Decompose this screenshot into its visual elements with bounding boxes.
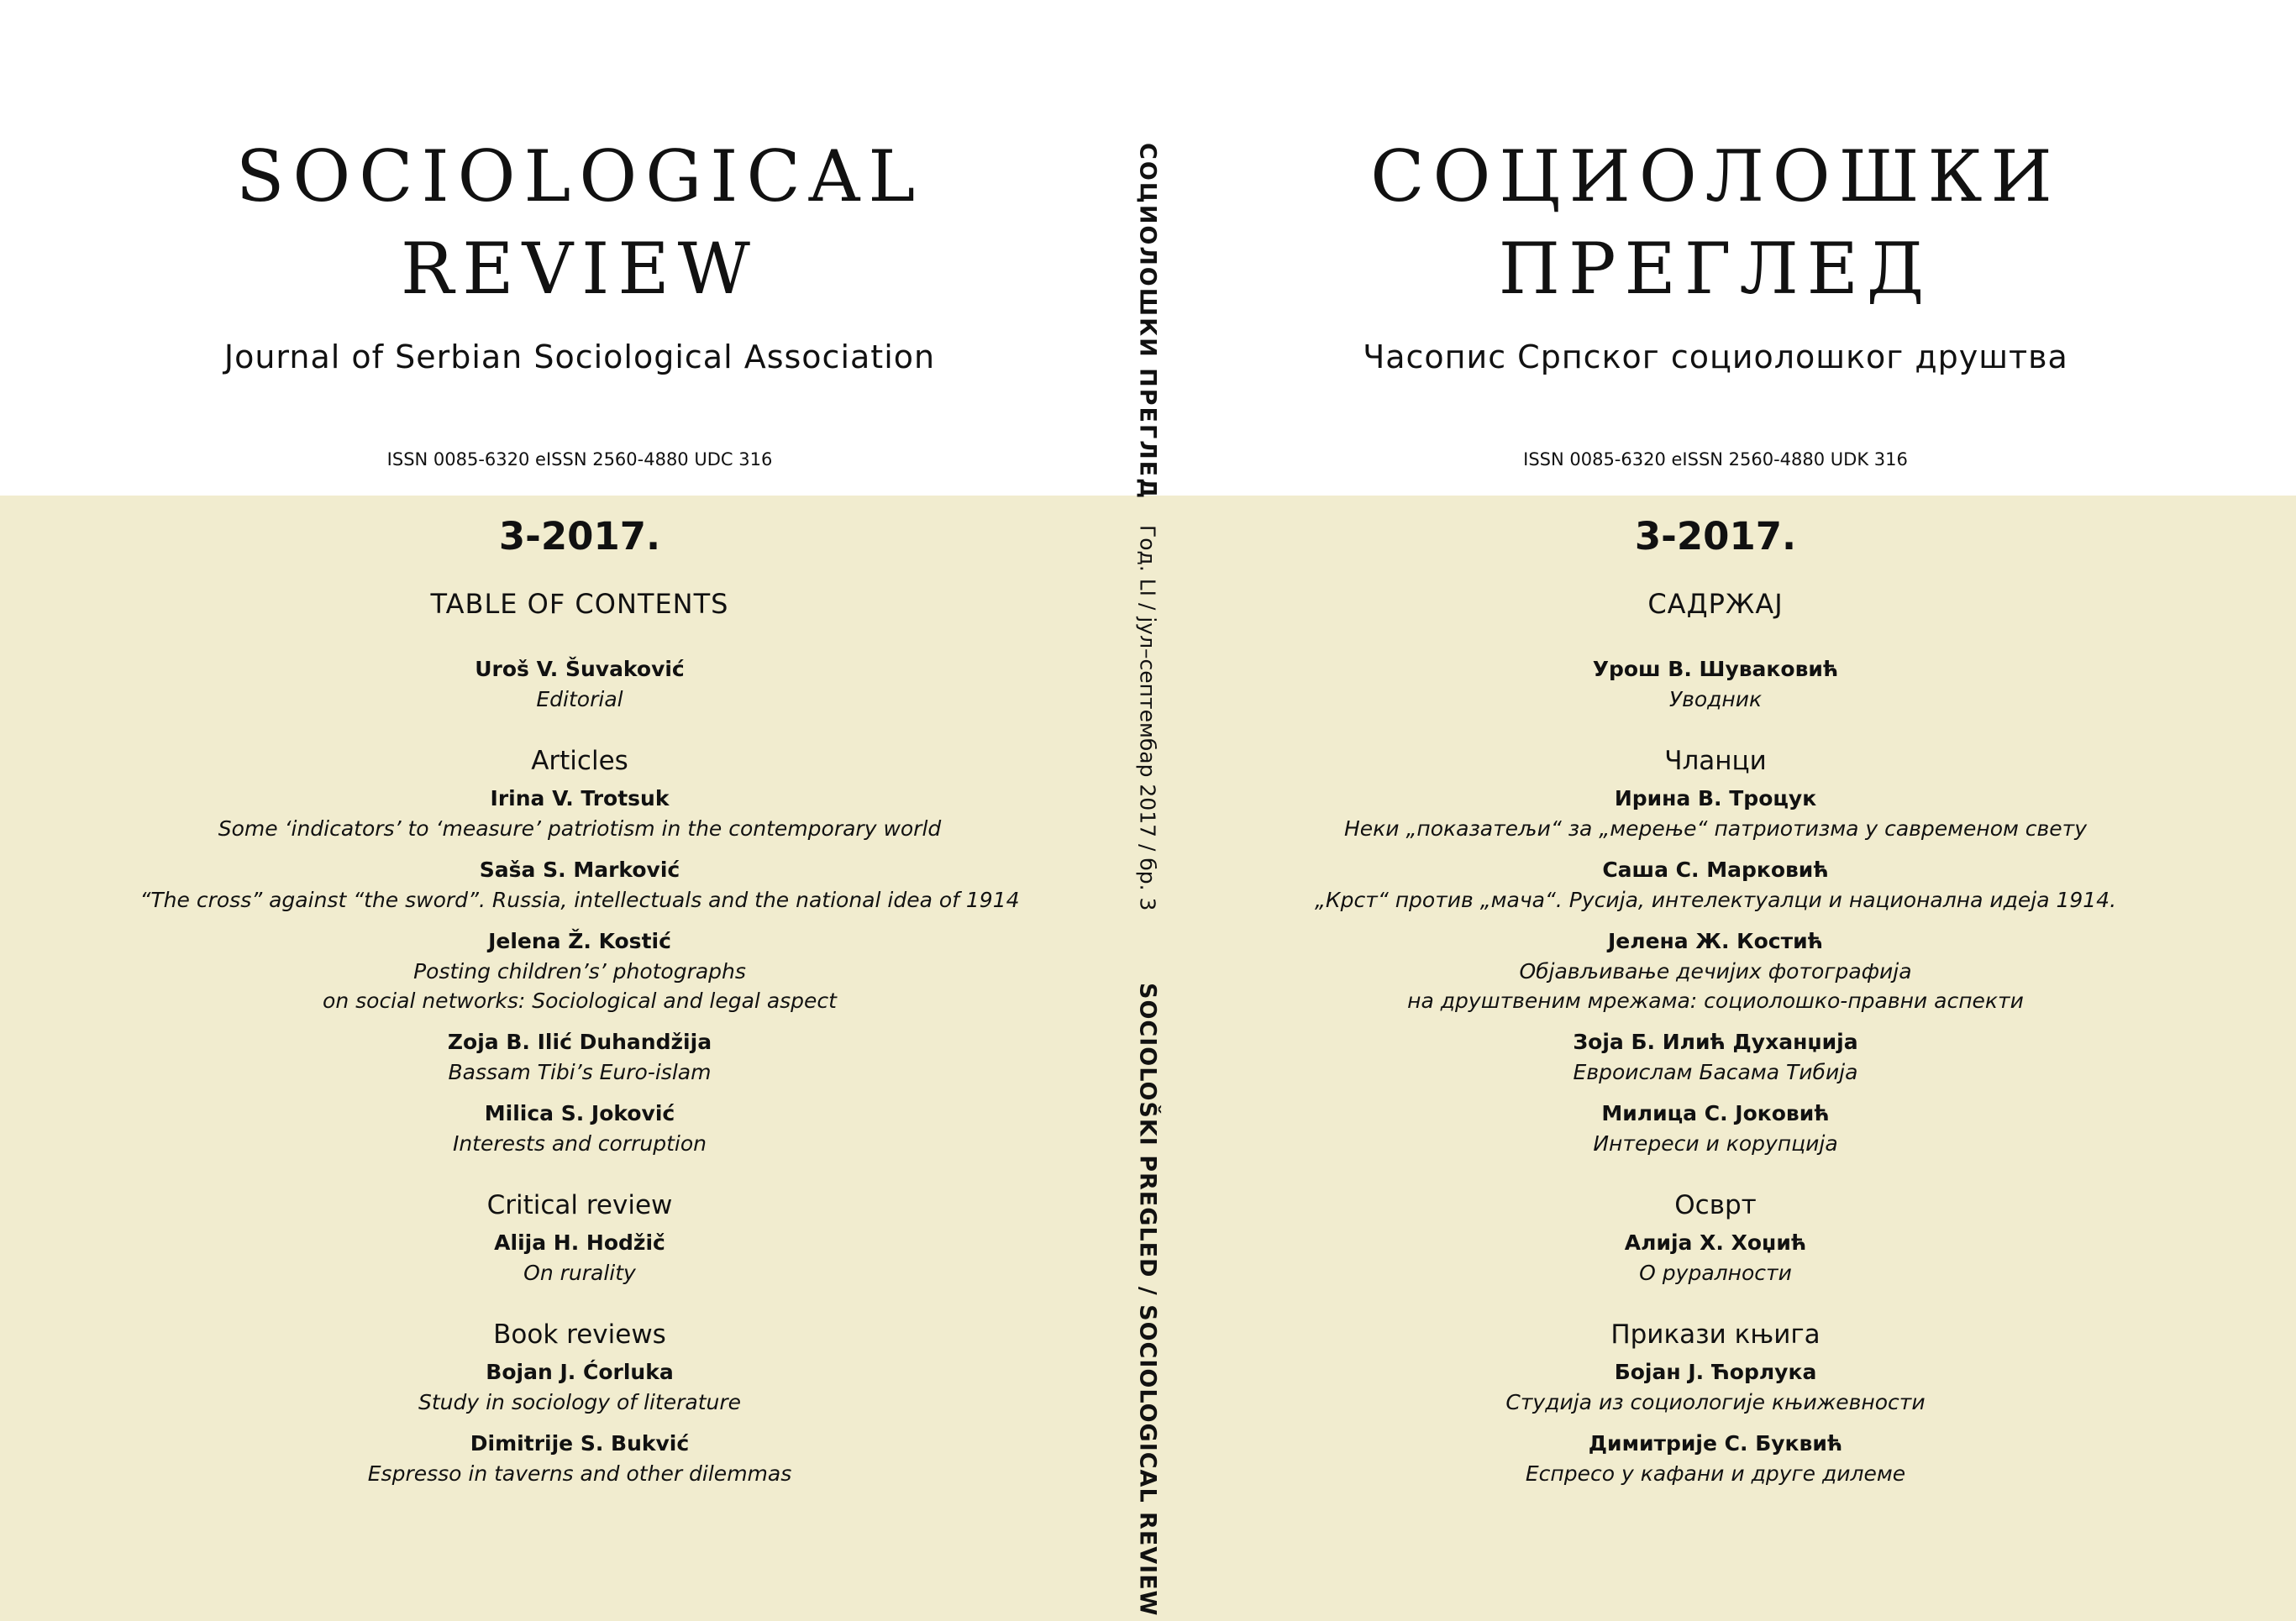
entry-author: Јелена Ж. Костић <box>1608 929 1823 953</box>
toc-entry <box>1211 1026 2220 1087</box>
entry-work-line-2: на друштвеним мрежама: социолошко-правни аспекти <box>1407 989 2024 1013</box>
toc-section-heading: Чланци <box>1664 746 1767 776</box>
entry-work: Some ‘indicators’ to ‘measure’ patriotism in the contemporary world <box>218 816 942 841</box>
entry-author: Зоја Б. Илић Духанџија <box>1573 1030 1858 1054</box>
entry-work: “The cross” against “the sword”. Russia, intellectuals and the national idea of 1914 <box>139 888 1020 912</box>
toc-section-heading: Прикази књига <box>1610 1319 1821 1350</box>
back-cover-toc <box>76 653 1084 1499</box>
entry-author: Irina V. Trotsuk <box>490 786 670 810</box>
front-cover-toc-heading: САДРЖАЈ <box>1647 588 1784 620</box>
title-line-2: REVIEW <box>400 228 759 310</box>
entry-author: Ирина В. Троцук <box>1614 786 1817 810</box>
front-cover-issn: ISSN 0085-6320 eISSN 2560-4880 UDK 316 <box>1523 449 1908 470</box>
toc-entry <box>1211 783 2220 843</box>
front-cover-title <box>1211 130 2220 315</box>
front-cover-toc <box>1211 653 2220 1499</box>
back-cover <box>76 0 1084 1621</box>
entry-author: Saša S. Marković <box>479 858 680 882</box>
entry-author: Alija H. Hodžič <box>494 1230 665 1255</box>
entry-work: Неки „показатељи“ за „мерење“ патриотизма у савременом свету <box>1343 816 2088 841</box>
spine <box>1101 0 1194 1621</box>
entry-work: On rurality <box>523 1261 636 1285</box>
front-cover-issue: 3-2017. <box>1634 514 1797 559</box>
entry-work: Интереси и корупција <box>1593 1131 1838 1156</box>
entry-work: Уводник <box>1668 687 1763 711</box>
toc-entry <box>76 854 1084 915</box>
toc-section-heading: Articles <box>531 746 628 776</box>
toc-entry <box>1211 854 2220 915</box>
entry-work: Bassam Tibi’s Euro-islam <box>448 1060 712 1084</box>
back-cover-issn: ISSN 0085-6320 eISSN 2560-4880 UDC 316 <box>386 449 773 470</box>
entry-author: Милица С. Јоковић <box>1601 1101 1830 1125</box>
toc-section-heading: Осврт <box>1674 1190 1757 1220</box>
back-cover-title <box>76 130 1084 315</box>
back-cover-toc-heading: TABLE OF CONTENTS <box>430 588 729 620</box>
entry-work: О руралности <box>1639 1261 1792 1285</box>
toc-entry <box>76 653 1084 714</box>
entry-work: Објављивање дечијих фотографија <box>1519 959 1912 984</box>
toc-entry <box>76 1227 1084 1288</box>
toc-entry <box>1211 1227 2220 1288</box>
entry-work: Posting children’s’ photographs <box>413 959 746 984</box>
entry-work: Study in sociology of literature <box>418 1390 742 1414</box>
spine-volume-info: Год. LI / јул–септембар 2017 / бр. 3 <box>1135 525 1160 911</box>
title-line-1: СОЦИОЛОШКИ <box>1370 135 2061 218</box>
entry-author: Jelena Ž. Kostić <box>488 929 671 953</box>
toc-entry <box>76 1098 1084 1158</box>
entry-author: Bojan J. Ćorluka <box>486 1360 674 1384</box>
entry-author: Урош В. Шуваковић <box>1592 657 1839 681</box>
entry-author: Zoja B. Ilić Duhandžija <box>447 1030 712 1054</box>
toc-entry <box>1211 1098 2220 1158</box>
toc-entry <box>1211 1428 2220 1488</box>
entry-author: Саша С. Марковић <box>1602 858 1829 882</box>
toc-entry <box>76 1026 1084 1087</box>
entry-author: Dimitrije S. Bukvić <box>470 1431 690 1456</box>
entry-work: Евроислам Басама Тибија <box>1573 1060 1858 1084</box>
entry-author: Uroš V. Šuvaković <box>475 657 685 681</box>
toc-entry <box>76 783 1084 843</box>
entry-work-line-2: on social networks: Sociological and legal aspect <box>323 989 837 1013</box>
toc-entry <box>76 1356 1084 1417</box>
toc-entry <box>76 1428 1084 1488</box>
entry-work: Editorial <box>536 687 623 711</box>
back-cover-subtitle: Journal of Serbian Sociological Association <box>223 338 936 375</box>
toc-entry <box>1211 926 2220 1015</box>
entry-work: Interests and corruption <box>452 1131 707 1156</box>
entry-work: „Крст“ против „мача“. Русија, интелектуалци и национална идеја 1914. <box>1314 888 2117 912</box>
spine-title-serbian: СОЦИОЛОШКИ ПРЕГЛЕД <box>1134 143 1161 501</box>
front-cover <box>1211 0 2220 1621</box>
toc-entry <box>1211 653 2220 714</box>
toc-section-heading: Book reviews <box>493 1319 666 1350</box>
title-line-1: SOCIOLOGICAL <box>235 135 924 218</box>
entry-author: Алија Х. Хоџић <box>1624 1230 1807 1255</box>
front-cover-subtitle: Часопис Српског социолошког друштва <box>1363 338 2068 375</box>
entry-work: Еспресо у кафани и друге дилеме <box>1525 1461 1906 1486</box>
entry-author: Бојан Ј. Ћорлука <box>1614 1360 1817 1384</box>
back-cover-issue: 3-2017. <box>498 514 661 559</box>
title-line-2: ПРЕГЛЕД <box>1498 228 1933 310</box>
toc-section-heading: Critical review <box>486 1190 673 1220</box>
toc-entry <box>1211 1356 2220 1417</box>
entry-work: Espresso in taverns and other dilemmas <box>367 1461 792 1486</box>
entry-work: Студија из социологије књижевности <box>1505 1390 1926 1414</box>
toc-entry <box>76 926 1084 1015</box>
entry-author: Milica S. Joković <box>484 1101 675 1125</box>
entry-author: Димитрије С. Буквић <box>1588 1431 1843 1456</box>
spine-title-bilingual: SOCIOLOŠKI PREGLED / SOCIOLOGICAL REVIEW <box>1134 983 1161 1617</box>
